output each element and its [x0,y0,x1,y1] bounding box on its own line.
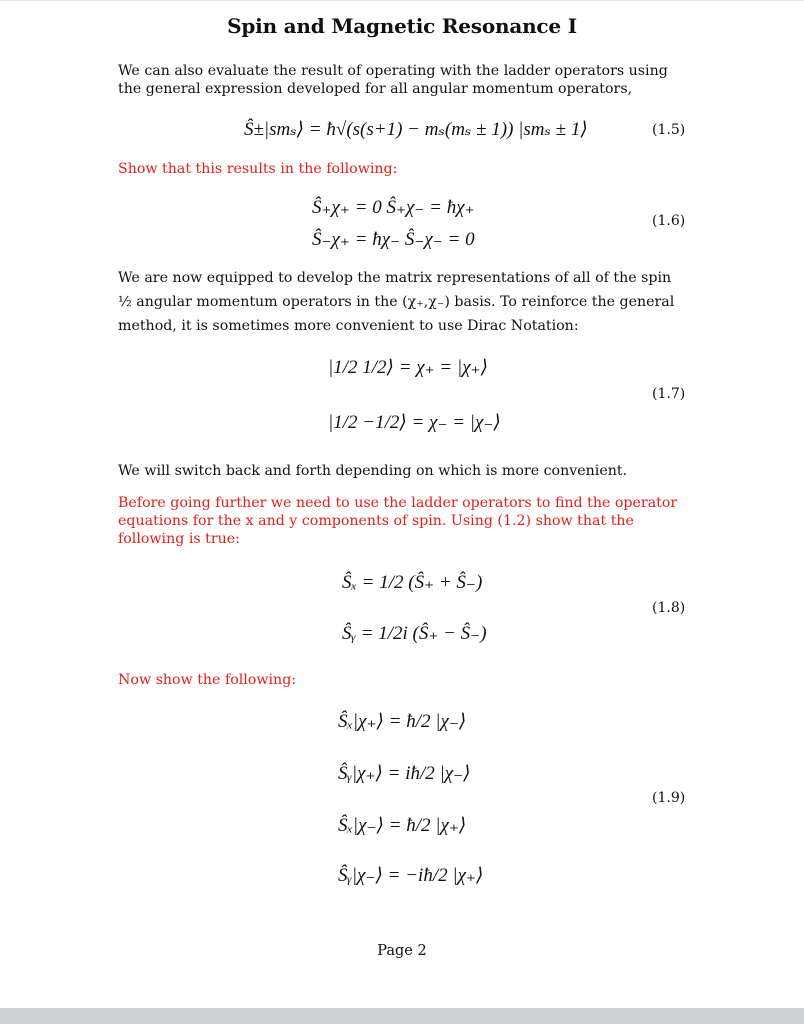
equation-number-1-8: (1.8) [652,600,686,616]
equation-number-1-5: (1.5) [652,122,686,138]
equation-1-8-line-2: Ŝᵧ = 1/2i (Ŝ₊ − Ŝ₋) [342,623,487,644]
equation-1-9-line-4: Ŝᵧ|χ₋⟩ = −iħ/2 |χ₊⟩ [338,865,484,886]
paragraph-matrix-representation: We are now equipped to develop the matrix representations of all of the spin ½ angular momentum operators in the (χ₊,χ₋) basis. To reinforce the general method, it is sometimes more convenient to use Dirac Notation: [118,270,675,334]
instruction-show-following: Now show the following: [118,672,297,688]
page-title: Spin and Magnetic Resonance I [227,14,577,38]
equation-1-9-line-1: Ŝₓ|χ₊⟩ = ħ/2 |χ₋⟩ [338,711,467,732]
equation-1-7-line-2: |1/2 −1/2⟩ = χ₋ = |χ₋⟩ [328,412,501,433]
viewer-bottom-bar [0,1008,804,1024]
equation-1-7-line-1: |1/2 1/2⟩ = χ₊ = |χ₊⟩ [328,357,488,378]
page-number: Page 2 [377,943,427,959]
instruction-show-results: Show that this results in the following: [118,161,398,177]
equation-number-1-7: (1.7) [652,386,686,402]
equation-number-1-9: (1.9) [652,790,686,806]
equation-1-9-line-3: Ŝₓ|χ₋⟩ = ħ/2 |χ₊⟩ [338,815,467,836]
paragraph-switch-notation: We will switch back and forth depending on which is more convenient. [118,463,628,479]
equation-1-9-line-2: Ŝᵧ|χ₊⟩ = iħ/2 |χ₋⟩ [338,763,471,784]
equation-1-6-line-2: Ŝ₋χ₊ = ħχ₋ Ŝ₋χ₋ = 0 [312,229,475,250]
paragraph-ladder-intro: We can also evaluate the result of operating with the ladder operators using the general expression developed for all angular momentum operators, [118,63,668,97]
equation-1-5 [244,118,588,142]
equation-1-6-line-1: Ŝ₊χ₊ = 0 Ŝ₊χ₋ = ħχ₊ [312,197,475,218]
instruction-operator-equations: Before going further we need to use the ladder operators to find the operator equations for the x and y components of spin. Using (1.2) show that the following is true: [118,495,678,547]
equation-number-1-6: (1.6) [652,213,686,229]
equation-1-5-text: Ŝ±|smₛ⟩ = ħ√(s(s+1) − mₛ(mₛ ± 1)) |smₛ ± 1⟩ [244,119,588,140]
equation-1-8-line-1: Ŝₓ = 1/2 (Ŝ₊ + Ŝ₋) [342,572,483,593]
